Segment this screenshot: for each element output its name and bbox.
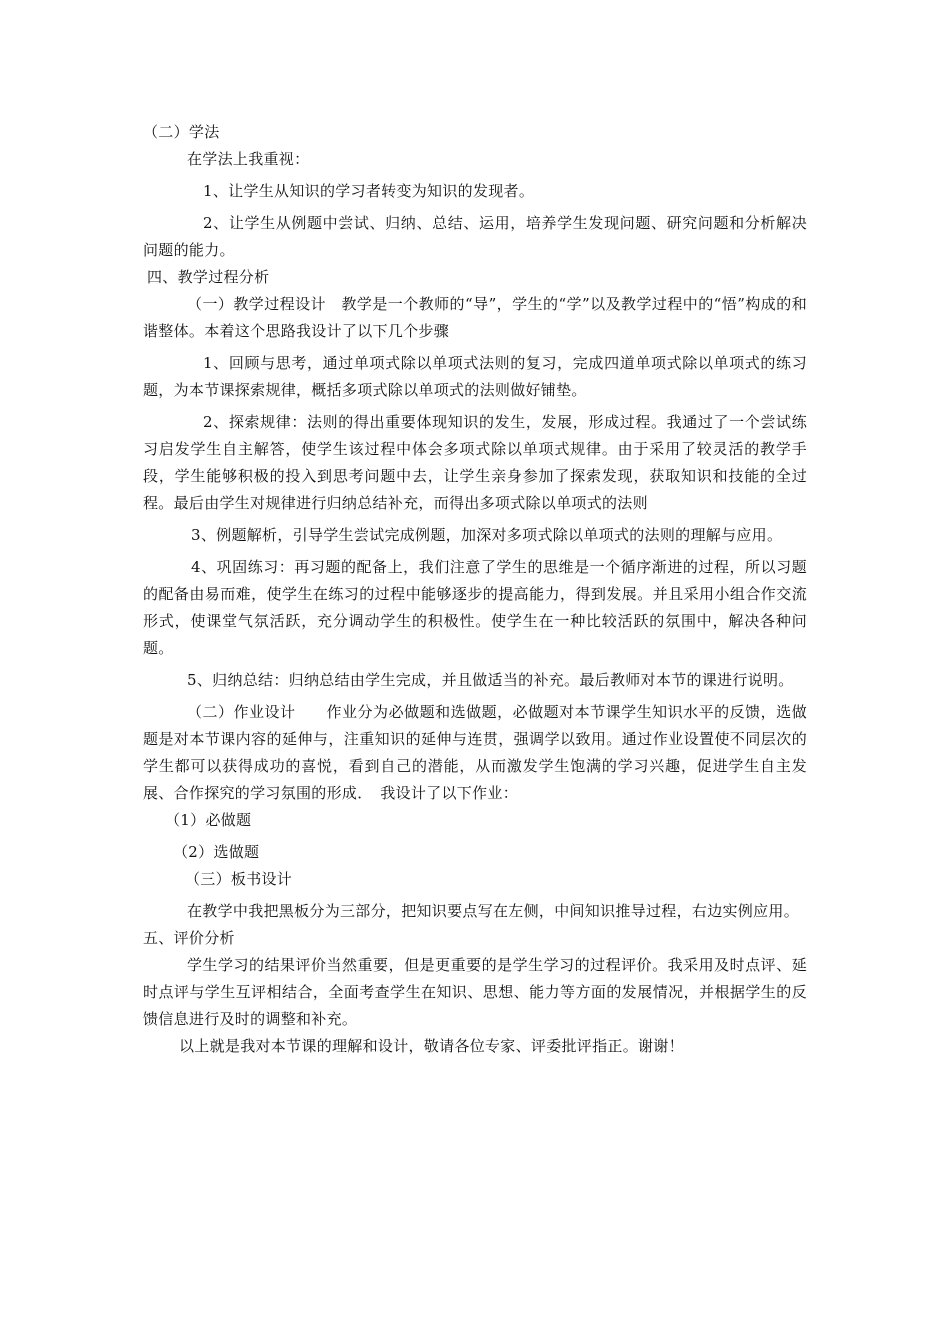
document-body [143,119,807,1060]
list-item-optional: （2）选做题 [173,843,260,861]
paragraph-study-point-1: 1、让学生从知识的学习者转变为知识的发现者。 [203,182,535,200]
paragraph-closing: 以上就是我对本节课的理解和设计，敬请各位专家、评委批评指正。谢谢！ [179,1037,684,1055]
paragraph-homework-design: （二）作业设计 作业分为必做题和选做题，必做题对本节课学生知识水平的反馈，选做题是对本节课内容的延伸与，注重知识的延伸与连贯，强调学以致用。通过作业设置使不同层次的学生都可以获得成功的喜悦，看到自己的潜能，从而激发学生饱满的学习兴趣，促进学生自主发展、合作探究的学习氛围的形成． 我设计了以下作业： [143,703,807,802]
paragraph-step-explore: 2、探索规律：法则的得出重要体现知识的发生，发展，形成过程。我通过了一个尝试练习启发学生自主解答，使学生该过程中体会多项式除以单项式规律。由于采用了较灵活的教学手段，学生能够积极的投入到思考问题中去，让学生亲身参加了探索发现，获取知识和技能的全过程。最后由学生对规律进行归纳总结补充，而得出多项式除以单项式的法则 [143,413,807,512]
heading-study-method: （二）学法 [143,123,220,141]
paragraph-study-point-2: 2、让学生从例题中尝试、归纳、总结、运用，培养学生发现问题、研究问题和分析解决问题的能力。 [143,214,807,259]
paragraph-step-practice: 4、巩固练习：再习题的配备上，我们注意了学生的思维是一个循序渐进的过程，所以习题的配备由易而难，使学生在练习的过程中能够逐步的提高能力，得到发展。并且采用小组合作交流形式，使课堂气氛活跃，充分调动学生的积极性。使学生在一种比较活跃的氛围中，解决各种问题。 [143,558,807,657]
paragraph-evaluation: 学生学习的结果评价当然重要，但是更重要的是学生学习的过程评价。我采用及时点评、延时点评与学生互评相结合，全面考查学生在知识、思想、能力等方面的发展情况，并根据学生的反馈信息进行及时的调整和补充。 [143,956,807,1028]
paragraph-step-summary: 5、归纳总结：归纳总结由学生完成，并且做适当的补充。最后教师对本节的课进行说明。 [187,671,794,689]
paragraph-step-review: 1、回顾与思考，通过单项式除以单项式法则的复习，完成四道单项式除以单项式的练习题，为本节课探索规律，概括多项式除以单项式的法则做好铺垫。 [143,354,807,399]
list-item-required: （1）必做题 [165,811,252,829]
paragraph-blackboard: 在教学中我把黑板分为三部分，把知识要点写在左侧，中间知识推导过程，右边实例应用。 [187,902,800,920]
paragraph-study-intro: 在学法上我重视： [187,150,310,168]
heading-teaching-process: 四、教学过程分析 [147,268,270,286]
paragraph-process-design: （一）教学过程设计 教学是一个教师的“导”，学生的“学”以及教学过程中的“悟”构成的和谐整体。本着这个思路我设计了以下几个步骤 [143,295,807,340]
heading-blackboard-design: （三）板书设计 [185,870,293,888]
heading-evaluation: 五、评价分析 [143,929,235,947]
paragraph-step-examples: 3、例题解析，引导学生尝试完成例题，加深对多项式除以单项式的法则的理解与应用。 [191,526,783,544]
